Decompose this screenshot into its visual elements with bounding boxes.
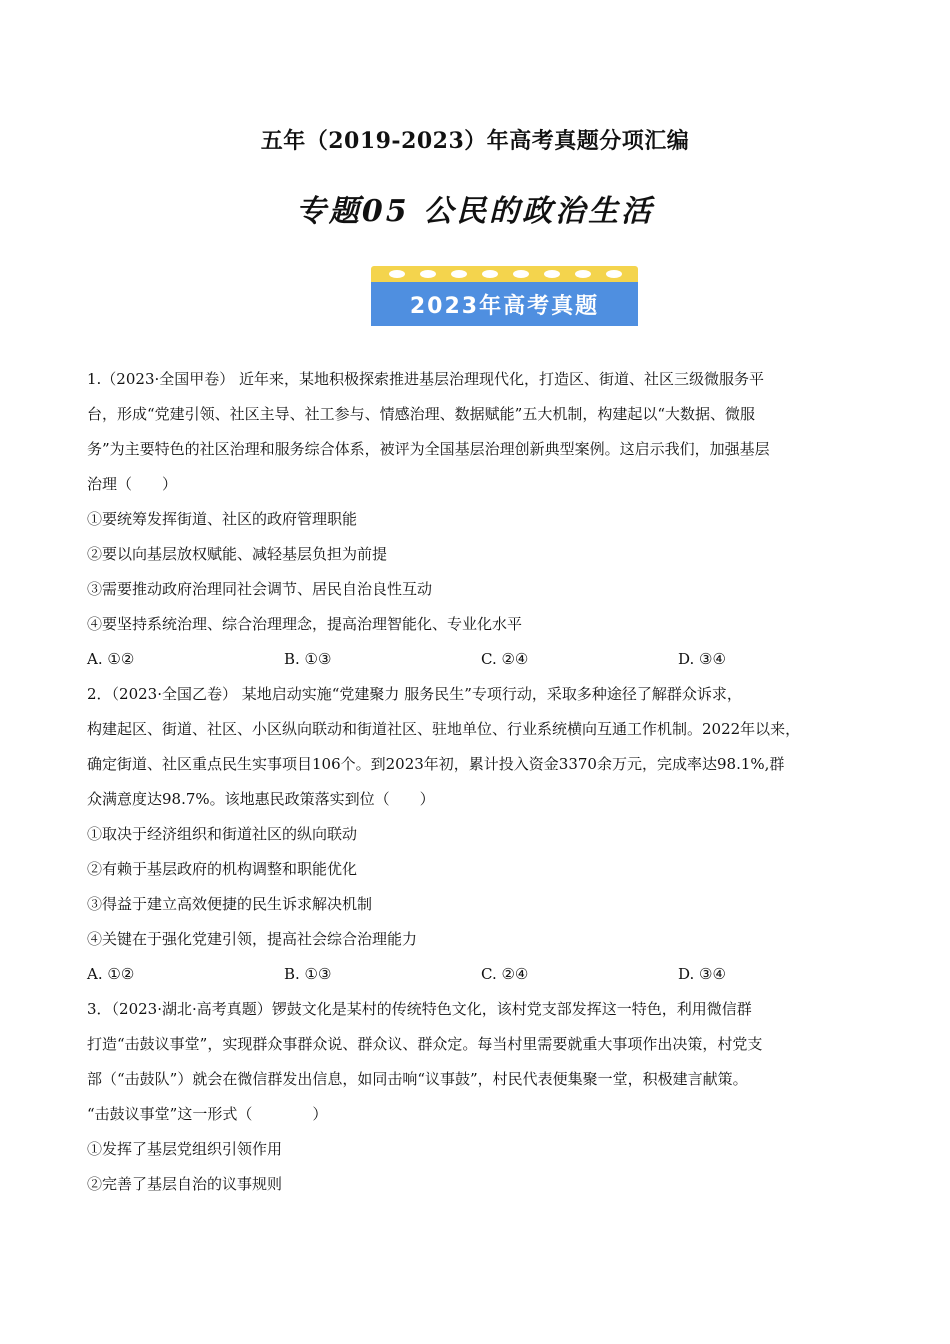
- statement: ②有赖于基层政府的机构调整和职能优化: [87, 860, 358, 878]
- statement: ①要统筹发挥街道、社区的政府管理职能: [87, 510, 358, 528]
- option-d: D. ③④: [678, 965, 726, 983]
- question-list: [87, 362, 877, 1202]
- option-a: A. ①②: [87, 965, 135, 983]
- question-text: 确定街道、社区重点民生实事项目106个。到2023年初，累计投入资金3370余万元，完成率达98.1%,群: [87, 755, 785, 773]
- question-text: 部（“击鼓队”）就会在微信群发出信息，如同击响“议事鼓”，村民代表便集聚一堂，积极建言献策。: [87, 1070, 748, 1088]
- question-text: 打造“击鼓议事堂”，实现群众事群众说、群众议、群众定。每当村里需要就重大事项作出决策，村党支: [87, 1035, 763, 1053]
- section-banner: [371, 266, 638, 326]
- question-text: 务”为主要特色的社区治理和服务综合体系，被评为全国基层治理创新典型案例。这启示我们，加强基层: [87, 440, 770, 458]
- question-text: 治理（ ）: [87, 475, 178, 493]
- statement: ①发挥了基层党组织引领作用: [87, 1140, 283, 1158]
- option-d: D. ③④: [678, 650, 726, 668]
- statement: ①取决于经济组织和街道社区的纵向联动: [87, 825, 358, 843]
- banner-decoration: [371, 266, 638, 282]
- question-text: 众满意度达98.7%。该地惠民政策落实到位（ ）: [87, 790, 435, 808]
- document-title: 五年（2019-2023）年高考真题分项汇编: [260, 128, 690, 154]
- option-c: C. ②④: [481, 965, 529, 983]
- question-text: 台，形成“党建引领、社区主导、社工参与、情感治理、数据赋能”五大机制，构建起以“大数据、微服: [87, 405, 756, 423]
- question-text: 3．（2023·湖北·高考真题）锣鼓文化是某村的传统特色文化，该村党支部发挥这一特色，利用微信群: [87, 1000, 752, 1018]
- statement: ③得益于建立高效便捷的民生诉求解决机制: [87, 895, 373, 913]
- banner-label: 2023年高考真题: [409, 293, 600, 319]
- question-text: “击鼓议事堂”这一形式（ ）: [87, 1105, 328, 1123]
- topic-title: 专题05 公民的政治生活: [295, 194, 655, 229]
- answer-options: [87, 642, 877, 677]
- statement: ②要以向基层放权赋能、减轻基层负担为前提: [87, 545, 388, 563]
- question-text: 2．（2023·全国乙卷） 某地启动实施“党建聚力 服务民生”专项行动，采取多种途径了解群众诉求，: [87, 685, 742, 703]
- question-text: 1.（2023·全国甲卷） 近年来，某地积极探索推进基层治理现代化，打造区、街道、社区三级微服务平: [87, 370, 765, 388]
- statement: ④关键在于强化党建引领，提高社会综合治理能力: [87, 930, 418, 948]
- option-b: B. ①③: [284, 650, 332, 668]
- question-text: 构建起区、街道、社区、小区纵向联动和街道社区、驻地单位、行业系统横向互通工作机制。2022年以来，: [87, 720, 801, 738]
- option-b: B. ①③: [284, 965, 332, 983]
- statement: ③需要推动政府治理同社会调节、居民自治良性互动: [87, 580, 433, 598]
- statement: ②完善了基层自治的议事规则: [87, 1175, 283, 1193]
- answer-options: [87, 957, 877, 992]
- statement: ④要坚持系统治理、综合治理理念，提高治理智能化、专业化水平: [87, 615, 523, 633]
- option-c: C. ②④: [481, 650, 529, 668]
- option-a: A. ①②: [87, 650, 135, 668]
